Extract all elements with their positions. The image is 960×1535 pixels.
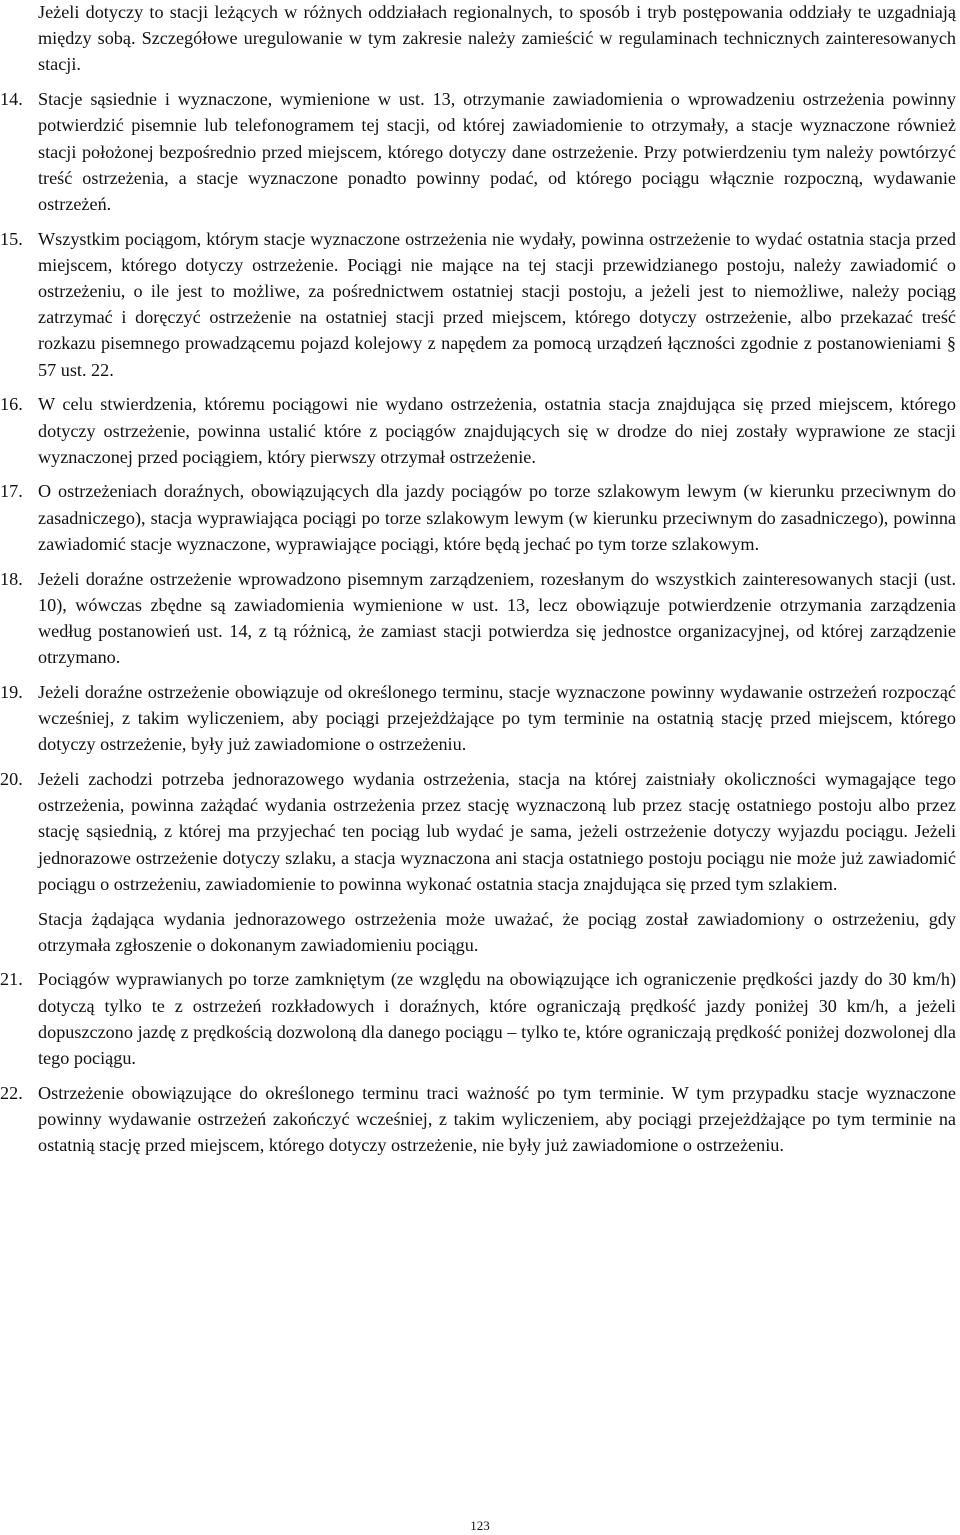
list-item-14	[0, 86, 956, 217]
list-item-22	[0, 1080, 956, 1159]
item-text: Pociągów wyprawianych po torze zamkniętym (ze względu na obowiązujące ich ograniczenie prędkości jazdy do 30 km/h) dotyczą tylko te z ostrzeżeń rozkładowych i doraźnych, które ograniczają prędkość jazdy poniżej 30 km/h, a jeżeli dopuszczono jazdę z prędkością dozwoloną dla danego pociągu – tylko te, które ograniczają prędkość poniżej dozwolonej dla tego pociągu.	[38, 969, 956, 1069]
item-text: O ostrzeżeniach doraźnych, obowiązujących dla jazdy pociągów po torze szlakowym lewym (w kierunku przeciwnym do zasadniczego), stacja wyprawiająca pociągi po torze szlakowym lewym (w kierunku przeciwnym do zasadniczego), powinna zawiadomić stacje wyznaczone, wyprawiające pociągi, które będą jechać po tym torze szlakowym.	[38, 481, 956, 554]
item-sub-paragraph: Stacja żądająca wydania jednorazowego ostrzeżenia może uważać, że pociąg został zawiadomiony o ostrzeżeniu, gdy otrzymała zgłoszenie o dokonanym zawiadomieniu pociągu.	[38, 908, 956, 955]
item-number: 18.	[0, 568, 23, 589]
intro-paragraph: Jeżeli dotyczy to stacji leżących w różnych oddziałach regionalnych, to sposób i tryb postępowania oddziały te uzgadniają między sobą. Szczegółowe uregulowanie w tym zakresie należy zamieścić w regulaminach technicznych zainteresowanych stacji.	[38, 2, 956, 75]
item-number: 17.	[0, 481, 23, 502]
list-item-18	[0, 566, 956, 671]
item-text: Jeżeli doraźne ostrzeżenie obowiązuje od określonego terminu, stacje wyznaczone powinny wydawanie ostrzeżeń rozpocząć wcześniej, z takim wyliczeniem, aby pociągi przejeżdżające po tym terminie na ostatnią stację przed miejscem, którego dotyczy ostrzeżenie, były już zawiadomione o ostrzeżeniu.	[38, 681, 956, 755]
item-text: Stacje sąsiednie i wyznaczone, wymienione w ust. 13, otrzymanie zawiadomienia o wprowadzeniu ostrzeżenia powinny potwierdzić pisemnie lub telefonogramem tej stacji, od której zawiadomienie to otrzymały, a stacje wyznaczone również stacji położonej bezpośrednio przed miejscem, którego dotyczy dane ostrzeżenie. Przy potwierdzeniu tym należy powtórzyć treść ostrzeżenia, a stacje wyznaczone ponadto powinny podać, od którego pociągu włącznie rozpoczną, wydawanie ostrzeżeń.	[38, 89, 956, 214]
item-number: 16.	[0, 394, 23, 415]
item-text: Jeżeli zachodzi potrzeba jednorazowego wydania ostrzeżenia, stacja na której zaistniały okoliczności wymagające tego ostrzeżenia, powinna zażądać wydania ostrzeżenia przez stację wyznaczoną lub przez stację ostatniego postoju albo przez stację sąsiednią, z której ma przyjechać ten pociąg lub wydać je sama, jeżeli ostrzeżenie dotyczy wyjazdu pociągu. Jeżeli jednorazowe ostrzeżenie dotyczy szlaku, a stacja wyznaczona ani stacja ostatniego postoju pociągu nie może już zawiadomić pociągu o ostrzeżeniu, zawiadomienie to powinna wykonać ostatnia stacja znajdująca się przed tym szlakiem.	[38, 768, 956, 894]
page-number: 123	[470, 1518, 490, 1533]
item-number: 14.	[0, 89, 23, 110]
item-number: 19.	[0, 681, 23, 702]
list-item-17	[0, 478, 956, 557]
list-item-21	[0, 966, 956, 1071]
item-number: 20.	[0, 768, 23, 789]
item-text: Wszystkim pociągom, którym stacje wyznaczone ostrzeżenia nie wydały, powinna ostrzeżenie to wydać ostatnia stacja przed miejscem, którego dotyczy ostrzeżenie. Pociągi nie mające na tej stacji przewidzianego postoju, należy zawiadomić o ostrzeżeniu, o ile jest to możliwe, za pośrednictwem ostatniej stacji postoju, a jeżeli jest to niemożliwe, należy pociąg zatrzymać i doręczyć ostrzeżenie na ostatniej stacji przed miejscem, którego dotyczy ostrzeżenie, albo przekazać treść rozkazu pisemnego prowadzącemu pojazd kolejowy z napędem za pomocą urządzeń łączności zgodnie z postanowieniami § 57 ust. 22.	[38, 228, 956, 380]
list-item-16	[0, 391, 956, 470]
list-item-19	[0, 679, 956, 758]
item-number: 21.	[0, 969, 23, 990]
list-item-20	[0, 766, 956, 958]
item-number: 22.	[0, 1082, 23, 1103]
list-item-15	[0, 226, 956, 383]
item-number: 15.	[0, 228, 23, 249]
item-text: Jeżeli doraźne ostrzeżenie wprowadzono pisemnym zarządzeniem, rozesłanym do wszystkich zainteresowanych stacji (ust. 10), wówczas zbędne są zawiadomienia wymienione w ust. 13, lecz obowiązuje potwierdzenie otrzymania zarządzenia według postanowień ust. 14, z tą różnicą, że zamiast stacji potwierdza się jednostce organizacyjnej, od której zarządzenie otrzymano.	[38, 568, 956, 668]
item-text: Ostrzeżenie obowiązujące do określonego terminu traci ważność po tym terminie. W tym przypadku stacje wyznaczone powinny wydawanie ostrzeżeń zakończyć wcześniej, z takim wyliczeniem, aby pociągi przejeżdżające po tym terminie na ostatnią stację przed miejscem, którego dotyczy ostrzeżenie, nie były już zawiadomione o ostrzeżeniu.	[38, 1082, 956, 1156]
item-text: W celu stwierdzenia, któremu pociągowi nie wydano ostrzeżenia, ostatnia stacja znajdująca się przed miejscem, którego dotyczy ostrzeżenie, powinna ustalić które z pociągów znajdujących się w drodze do niej zostały wyprawione ze stacji wyznaczonej przed pociągiem, który pierwszy otrzymał ostrzeżenie.	[38, 394, 956, 467]
